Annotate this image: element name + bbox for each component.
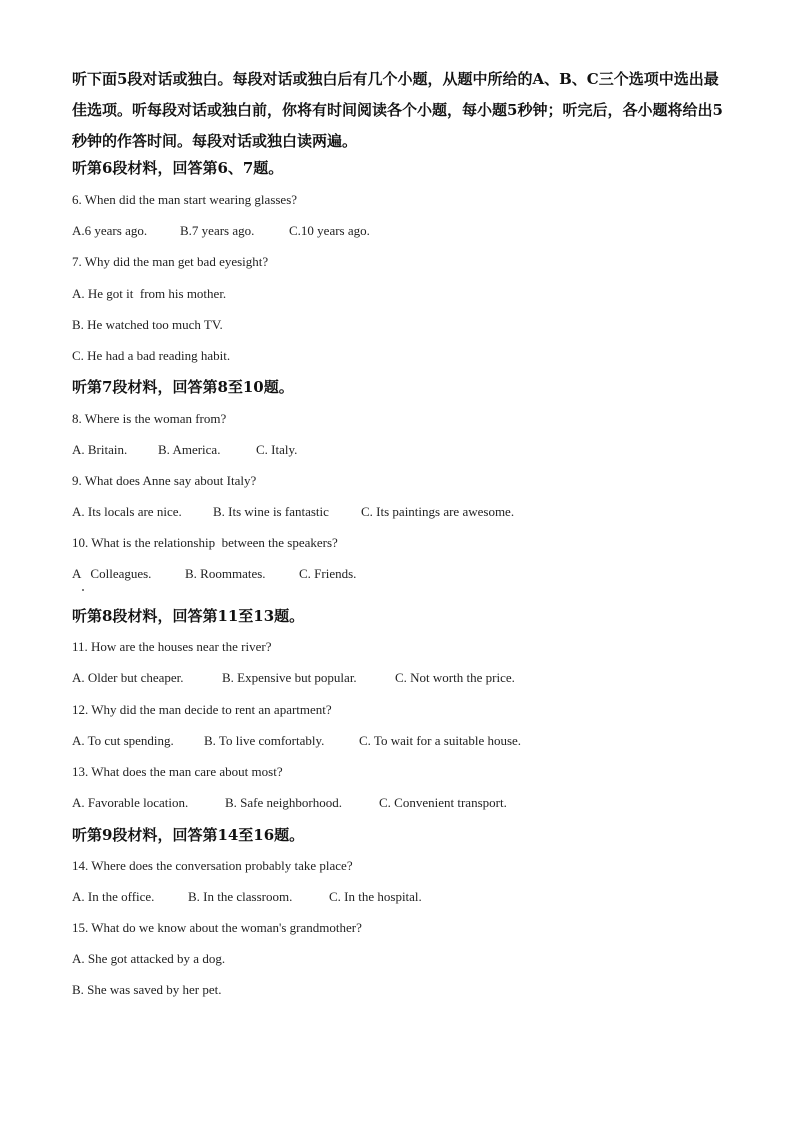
options-row [72, 733, 521, 749]
option-c: C. Its paintings are awesome. [361, 504, 515, 519]
section-heading: 听第8段材料，回答第11至13题。 [72, 607, 305, 625]
option-a: A.6 years ago. [72, 223, 148, 238]
options-row [72, 504, 514, 520]
option-b: B. To live comfortably. [204, 733, 325, 748]
options-row [72, 889, 422, 905]
option-c: C.10 years ago. [289, 223, 370, 238]
section-heading: 听第9段材料，回答第14至16题。 [72, 826, 305, 844]
option-b: B. In the classroom. [188, 889, 293, 904]
option-a: A Colleagues. [72, 566, 152, 581]
option-a: A. Its locals are nice. [72, 504, 182, 519]
question-text: 8. Where is the woman from? [72, 411, 227, 426]
option-b: B. America. [158, 442, 221, 457]
option-a: A. Favorable location. [72, 795, 189, 810]
option-b: B. Expensive but popular. [222, 670, 357, 685]
option-c: C. He had a bad reading habit. [72, 348, 231, 363]
options-row [72, 566, 356, 582]
option-a: A. Older but cheaper. [72, 670, 184, 685]
question-text: 9. What does Anne say about Italy? [72, 473, 257, 488]
option-c: C. Italy. [256, 442, 298, 457]
question-text: 12. Why did the man decide to rent an apartment? [72, 702, 332, 717]
question-text: 10. What is the relationship between the speakers? [72, 535, 338, 550]
question-text: 11. How are the houses near the river? [72, 639, 272, 654]
option-b: B. Its wine is fantastic [213, 504, 329, 519]
option-a: A. He got it from his mother. [72, 286, 227, 301]
section-heading: 听第7段材料，回答第8至10题。 [72, 378, 294, 396]
options-row [72, 442, 297, 458]
instructions-paragraph: 听下面5段对话或独白。每段对话或独白后有几个小题，从题中所给的A、B、C三个选项中选出最佳选项。听每段对话或独白前，你将有时间阅读各个小题，每小题5秒钟；听完后，各小题将给出5秒钟的作答时间。每段对话或独白读两遍。 [72, 70, 723, 150]
option-a: A. Britain. [72, 442, 128, 457]
option-b: B. He watched too much TV. [72, 317, 223, 332]
question-text: 14. Where does the conversation probably take place? [72, 858, 353, 873]
option-a: A. To cut spending. [72, 733, 174, 748]
option-a: A. In the office. [72, 889, 155, 904]
option-b: B. She was saved by her pet. [72, 982, 222, 997]
question-text: 7. Why did the man get bad eyesight? [72, 254, 269, 269]
option-b: B. Roommates. [185, 566, 266, 581]
stray-dot [82, 589, 84, 591]
option-c: C. Friends. [299, 566, 357, 581]
option-b: B.7 years ago. [180, 223, 255, 238]
option-c: C. To wait for a suitable house. [359, 733, 522, 748]
option-a: A. She got attacked by a dog. [72, 951, 226, 966]
question-text: 6. When did the man start wearing glasses? [72, 192, 298, 207]
options-row [72, 223, 370, 239]
option-c: C. In the hospital. [329, 889, 422, 904]
question-text: 13. What does the man care about most? [72, 764, 283, 779]
section-heading: 听第6段材料，回答第6、7题。 [72, 159, 284, 177]
options-row [72, 795, 507, 811]
option-b: B. Safe neighborhood. [225, 795, 342, 810]
options-row [72, 670, 515, 686]
option-c: C. Not worth the price. [395, 670, 515, 685]
question-text: 15. What do we know about the woman's grandmother? [72, 920, 362, 935]
option-c: C. Convenient transport. [379, 795, 507, 810]
